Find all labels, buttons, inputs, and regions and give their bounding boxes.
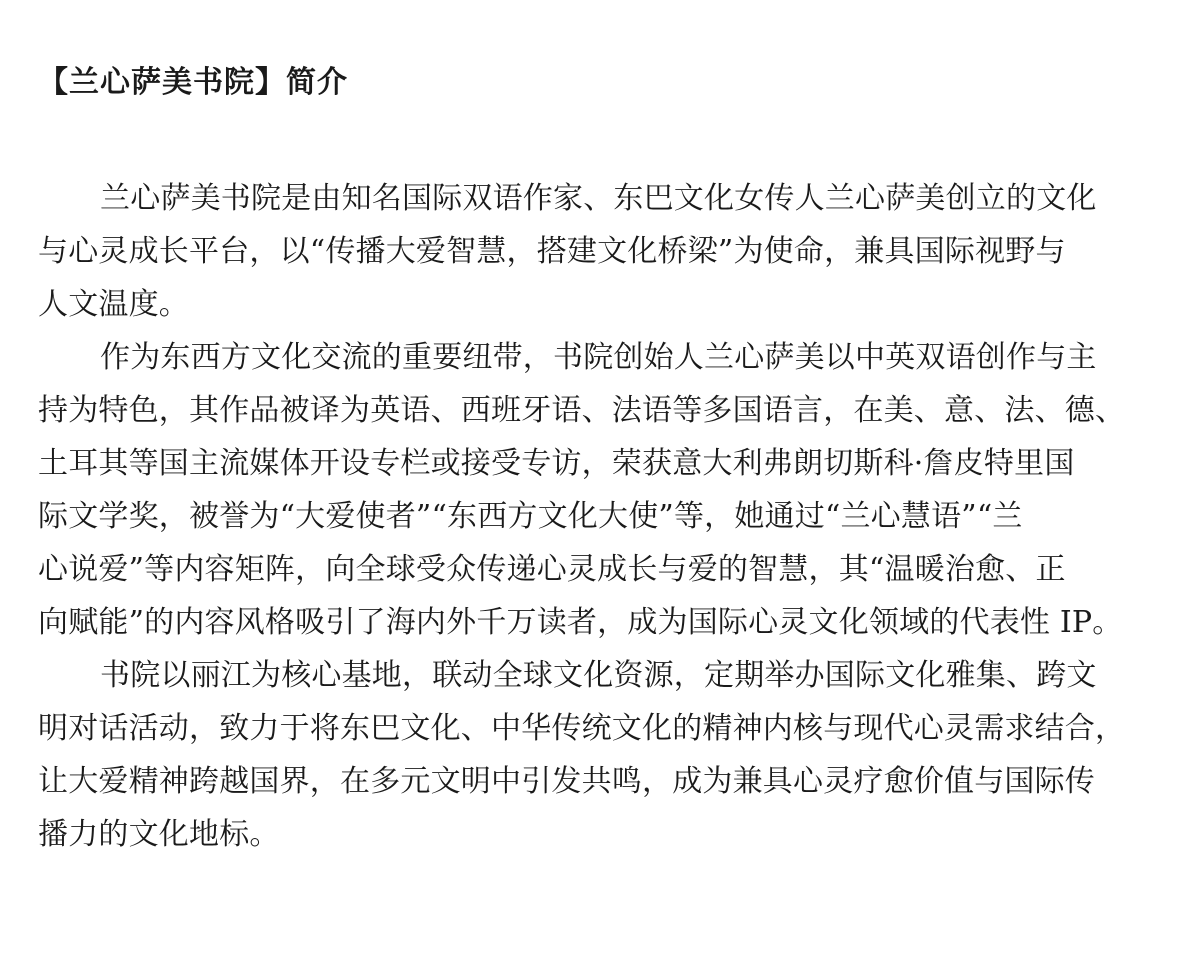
paragraph-3-line-3: 让大爱精神跨越国界，在多元文明中引发共鸣，成为兼具心灵疗愈价值与国际传 [38, 764, 1095, 799]
paragraph-3-line-2: 明对话活动，致力于将东巴文化、中华传统文化的精神内核与现代心灵需求结合， [38, 711, 1126, 746]
paragraph-2-line-5: 心说爱”等内容矩阵，向全球受众传递心灵成长与爱的智慧，其“温暖治愈、正 [38, 552, 1066, 587]
paragraph-2-line-6: 向赋能”的内容风格吸引了海内外千万读者，成为国际心灵文化领域的代表性 IP。 [38, 605, 1123, 640]
paragraph-1-line-2: 与心灵成长平台，以“传播大爱智慧，搭建文化桥梁”为使命，兼具国际视野与 [38, 234, 1066, 269]
paragraph-3-line-4: 播力的文化地标。 [38, 817, 280, 852]
paragraph-1-line-1: 兰心萨美书院是由知名国际双语作家、东巴文化女传人兰心萨美创立的文化 [100, 181, 1097, 216]
document-body [38, 172, 1126, 861]
paragraph-2-line-1: 作为东西方文化交流的重要纽带，书院创始人兰心萨美以中英双语创作与主 [100, 340, 1097, 375]
document-title: 【兰心萨美书院】简介 [38, 65, 348, 100]
paragraph-2-line-4: 际文学奖，被誉为“大爱使者”“东西方文化大使”等，她通过“兰心慧语”“兰 [38, 499, 1023, 534]
paragraph-1-line-3: 人文温度。 [38, 287, 189, 322]
paragraph-3-line-1: 书院以丽江为核心基地，联动全球文化资源，定期举办国际文化雅集、跨文 [100, 658, 1097, 693]
paragraph-2-line-3: 土耳其等国主流媒体开设专栏或接受专访，荣获意大利弗朗切斯科·詹皮特里国 [38, 446, 1075, 481]
paragraph-2-line-2: 持为特色，其作品被译为英语、西班牙语、法语等多国语言，在美、意、法、德、 [38, 393, 1126, 428]
